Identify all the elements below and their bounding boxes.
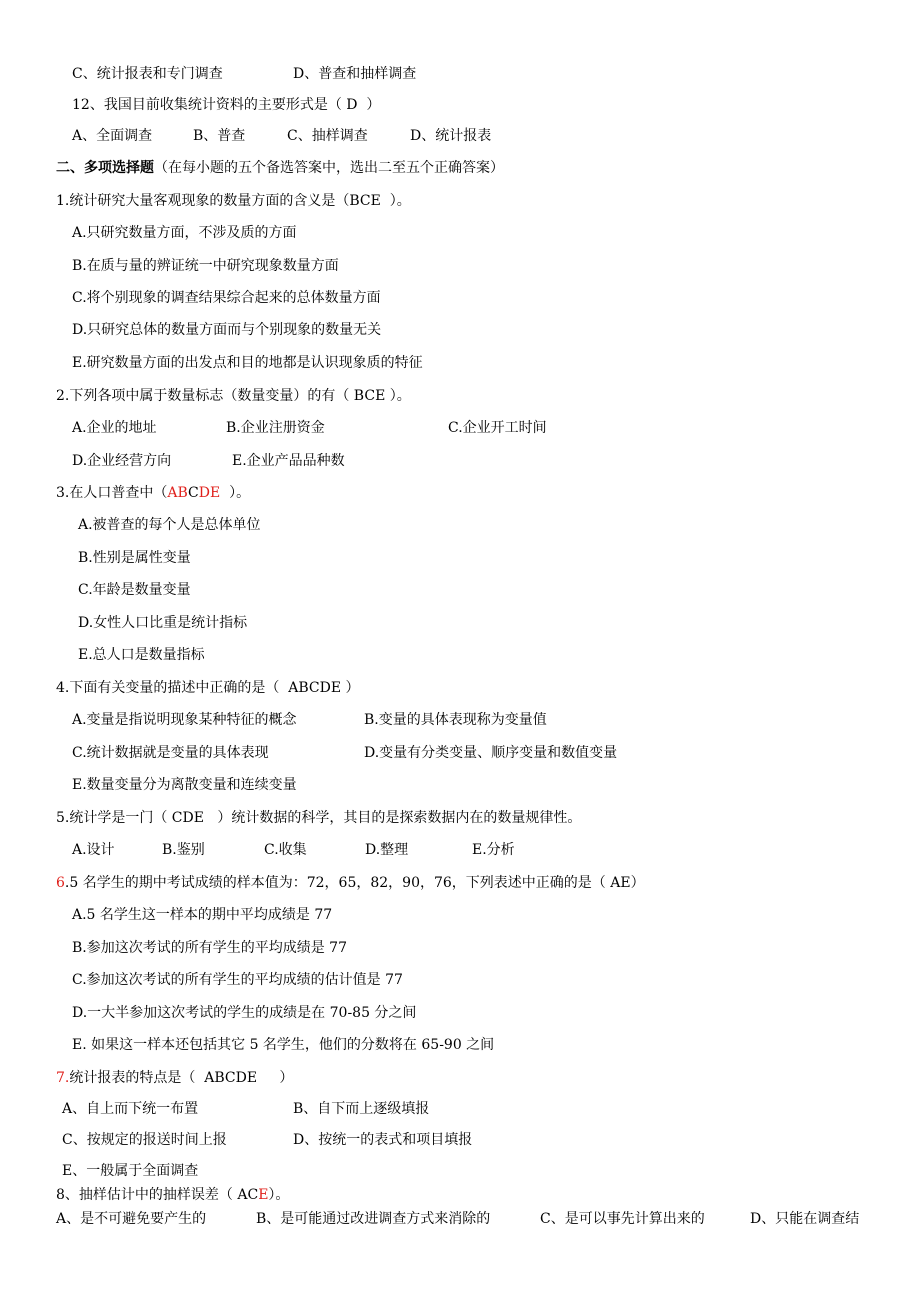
- mq4-option-b: B.变量的具体表现称为变量值: [364, 712, 547, 728]
- mq8-option-b: B、是可能通过改进调查方式来消除的: [256, 1211, 491, 1227]
- mq3-option-e: E.总人口是数量指标: [78, 647, 205, 663]
- mq4-option-a: A.变量是指说明现象某种特征的概念: [72, 712, 297, 728]
- mq2-option-a: A.企业的地址: [72, 420, 157, 436]
- mq3-stem-text: 3.在人口普查中（: [56, 485, 168, 501]
- mq2-option-b: B.企业注册资金: [226, 420, 325, 436]
- mq3-option-d: D.女性人口比重是统计指标: [78, 615, 248, 631]
- q12-option-c: C、抽样调查: [287, 128, 368, 144]
- mq6-option-c: C.参加这次考试的所有学生的平均成绩的估计值是 77: [72, 972, 403, 988]
- q12-option-b: B、普查: [193, 128, 246, 144]
- mq3-option-a: A.被普查的每个人是总体单位: [78, 517, 261, 533]
- mq5-option-e: E.分析: [472, 842, 515, 858]
- mq6-option-e: E. 如果这一样本还包括其它 5 名学生，他们的分数将在 65-90 之间: [72, 1037, 495, 1053]
- section-instruction: （在每小题的五个备选答案中，选出二至五个正确答案）: [154, 160, 504, 176]
- mq4-option-d: D.变量有分类变量、顺序变量和数值变量: [364, 745, 618, 761]
- mq3-answer-part1: AB: [167, 485, 189, 501]
- q12-option-a: A、全面调查: [72, 128, 153, 144]
- mq7-stem-text: 统计报表的特点是（ ABCDE ）: [69, 1070, 294, 1086]
- mq7-stem: [56, 1068, 293, 1088]
- mq3-option-c: C.年龄是数量变量: [78, 582, 191, 598]
- q12-option-d: D、统计报表: [410, 128, 492, 144]
- mq4-option-c: C.统计数据就是变量的具体表现: [72, 745, 269, 761]
- q11-option-d: D、普查和抽样调查: [293, 66, 417, 82]
- mq2-option-c: C.企业开工时间: [448, 420, 547, 436]
- mq4-stem: 4.下面有关变量的描述中正确的是（ ABCDE ）: [56, 680, 360, 696]
- mq7-option-e: E、一般属于全面调查: [62, 1163, 199, 1179]
- q12-stem: 12、我国目前收集统计资料的主要形式是（ D ）: [72, 97, 381, 113]
- mq6-option-a: A.5 名学生这一样本的期中平均成绩是 77: [72, 907, 333, 923]
- mq3-answer-part3: DE: [198, 485, 221, 501]
- mq8-option-a: A、是不可避免要产生的: [56, 1211, 207, 1227]
- mq5-option-c: C.收集: [264, 842, 307, 858]
- mq8-option-c: C、是可以事先计算出来的: [540, 1211, 705, 1227]
- mq1-option-b: B.在质与量的辨证统一中研究现象数量方面: [72, 258, 339, 274]
- mq7-number: 7.: [56, 1070, 70, 1086]
- mq8-stem-text: 8、抽样估计中的抽样误差（ AC: [56, 1187, 259, 1203]
- mq3-option-b: B.性别是属性变量: [78, 550, 191, 566]
- mq1-option-c: C.将个别现象的调查结果综合起来的总体数量方面: [72, 290, 381, 306]
- mq7-option-d: D、按统一的表式和项目填报: [293, 1132, 473, 1148]
- mq7-option-c: C、按规定的报送时间上报: [62, 1132, 227, 1148]
- mq6-stem-text: .5 名学生的期中考试成绩的样本值为：72，65，82，90，76，下列表述中正确的是（ AE）: [64, 875, 645, 891]
- mq1-option-d: D.只研究总体的数量方面而与个别现象的数量无关: [72, 322, 382, 338]
- q11-option-c: C、统计报表和专门调查: [72, 66, 223, 82]
- mq8-answer-red: E: [258, 1187, 269, 1203]
- mq1-stem: 1.统计研究大量客观现象的数量方面的含义是（BCE ）。: [56, 193, 411, 209]
- mq2-option-e: E.企业产品品种数: [232, 453, 345, 469]
- mq1-option-e: E.研究数量方面的出发点和目的地都是认识现象质的特征: [72, 355, 423, 371]
- mq8-option-d: D、只能在调查结: [750, 1211, 860, 1227]
- section-title: 二、多项选择题: [56, 160, 154, 176]
- mq2-stem: 2.下列各项中属于数量标志（数量变量）的有（ BCE ）。: [56, 388, 411, 404]
- mq3-answer-part2: C: [188, 485, 199, 501]
- mq7-option-b: B、自下而上逐级填报: [293, 1101, 430, 1117]
- mq6-option-d: D.一大半参加这次考试的学生的成绩是在 70-85 分之间: [72, 1005, 417, 1021]
- mq8-stem: [56, 1185, 289, 1205]
- mq3-stem-end: ）。: [220, 485, 251, 501]
- section-heading: [56, 158, 504, 178]
- mq7-option-a: A、自上而下统一布置: [62, 1101, 199, 1117]
- mq3-stem: [56, 483, 250, 503]
- mq2-option-d: D.企业经营方向: [72, 453, 172, 469]
- mq5-option-d: D.整理: [365, 842, 409, 858]
- mq4-option-e: E.数量变量分为离散变量和连续变量: [72, 777, 297, 793]
- mq5-stem: 5.统计学是一门（ CDE ）统计数据的科学，其目的是探索数据内在的数量规律性。: [56, 810, 582, 826]
- mq6-stem: [56, 873, 645, 893]
- mq6-option-b: B.参加这次考试的所有学生的平均成绩是 77: [72, 940, 348, 956]
- mq8-stem-end: ）。: [268, 1187, 290, 1203]
- mq6-number: 6: [56, 875, 65, 891]
- mq5-option-b: B.鉴别: [162, 842, 205, 858]
- mq1-option-a: A.只研究数量方面，不涉及质的方面: [72, 225, 297, 241]
- mq5-option-a: A.设计: [72, 842, 115, 858]
